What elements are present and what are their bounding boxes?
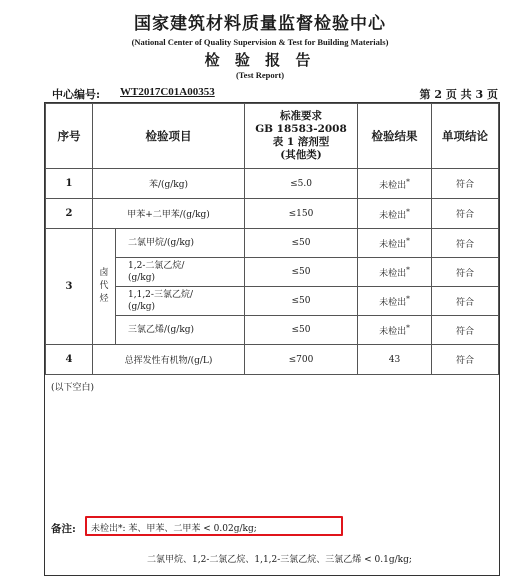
result-text: 未检出: [379, 210, 407, 221]
footnote-mark: *: [406, 236, 410, 245]
footnote-mark: *: [406, 265, 410, 274]
result-text: 未检出: [379, 327, 407, 337]
header-std-line2: GB 18583-2008: [255, 123, 347, 135]
footnote-mark: *: [406, 294, 410, 303]
header-verdict: 单项结论: [432, 104, 499, 169]
row-item: 二氯甲烷/(g/kg): [116, 229, 245, 258]
row-result: [358, 287, 432, 316]
row-no: 3: [46, 229, 93, 345]
blank-below-note: (以下空白): [51, 383, 95, 393]
row-item: 总挥发性有机物/(g/L): [93, 345, 245, 375]
footnote-mark: *: [406, 323, 410, 332]
row-result: [358, 258, 432, 287]
row-verdict: 符合: [432, 229, 499, 258]
header-result: 检验结果: [358, 104, 432, 169]
row-item: 1,2-二氯乙烷/ (g/kg): [116, 258, 245, 287]
header-item: 检验项目: [93, 104, 245, 169]
table-header-row: [46, 104, 499, 169]
row-standard: ≤50: [245, 287, 358, 316]
header-std-line4: (其他类): [280, 149, 322, 161]
row-standard: ≤150: [245, 199, 358, 229]
result-text: 未检出: [379, 180, 407, 191]
row-standard: ≤5.0: [245, 169, 358, 199]
row-verdict: 符合: [432, 345, 499, 375]
row-verdict: 符合: [432, 199, 499, 229]
center-code-label: 中心编号:: [52, 88, 101, 101]
report-subtitle-en: (Test Report): [235, 70, 285, 80]
table-row: [46, 199, 499, 229]
remark-label: 备注:: [51, 523, 76, 535]
row-no: 4: [46, 345, 93, 375]
table-row: [46, 345, 499, 375]
row-result: [358, 229, 432, 258]
result-text: 未检出: [379, 269, 407, 279]
footnote-mark: *: [406, 206, 410, 216]
row-standard: ≤50: [245, 258, 358, 287]
group-label: 卤 代 烃: [93, 229, 116, 345]
remark-line-2: 二氯甲烷、1,2-二氯乙烷、1,1,2-三氯乙烷、三氯乙烯 < 0.1g/kg;: [147, 555, 412, 565]
remark-highlight-box: 未检出*: 苯、甲苯、二甲苯 < 0.02g/kg;: [85, 516, 343, 536]
report-sheet: [44, 102, 500, 576]
result-text: 未检出: [379, 298, 407, 308]
row-verdict: 符合: [432, 316, 499, 345]
row-no: 1: [46, 169, 93, 199]
footnote-mark: *: [406, 176, 410, 186]
row-standard: ≤50: [245, 229, 358, 258]
org-title: 国家建筑材料质量监督检验中心: [134, 14, 386, 34]
center-code-value: WT2017C01A00353: [120, 86, 215, 98]
remarks-section: [51, 515, 497, 575]
header-no: 序号: [46, 104, 93, 169]
table-row: [46, 169, 499, 199]
header-std-line3: 表 1 溶剂型: [272, 136, 330, 148]
row-verdict: 符合: [432, 258, 499, 287]
report-title: 检 验 报 告: [204, 51, 316, 69]
row-item: 三氯乙烯/(g/kg): [116, 316, 245, 345]
row-verdict: 符合: [432, 287, 499, 316]
org-subtitle-en: (National Center of Quality Supervision & Test for Building Materials): [131, 37, 389, 47]
header-std-line1: 标准要求: [280, 110, 322, 122]
row-no: 2: [46, 199, 93, 229]
result-text: 未检出: [379, 240, 407, 250]
results-table: [45, 103, 499, 375]
header-standard: [245, 104, 358, 169]
row-result: [358, 199, 432, 229]
row-result: 43: [358, 345, 432, 375]
row-verdict: 符合: [432, 169, 499, 199]
table-row: [46, 229, 499, 258]
row-standard: ≤700: [245, 345, 358, 375]
row-result: [358, 316, 432, 345]
page-indicator: 第 2 页 共 3 页: [419, 88, 498, 101]
row-standard: ≤50: [245, 316, 358, 345]
row-item: 甲苯+二甲苯/(g/kg): [93, 199, 245, 229]
row-result: [358, 169, 432, 199]
report-meta: [52, 86, 498, 102]
row-item: 苯/(g/kg): [93, 169, 245, 199]
row-item: 1,1,2-三氯乙烷/ (g/kg): [116, 287, 245, 316]
